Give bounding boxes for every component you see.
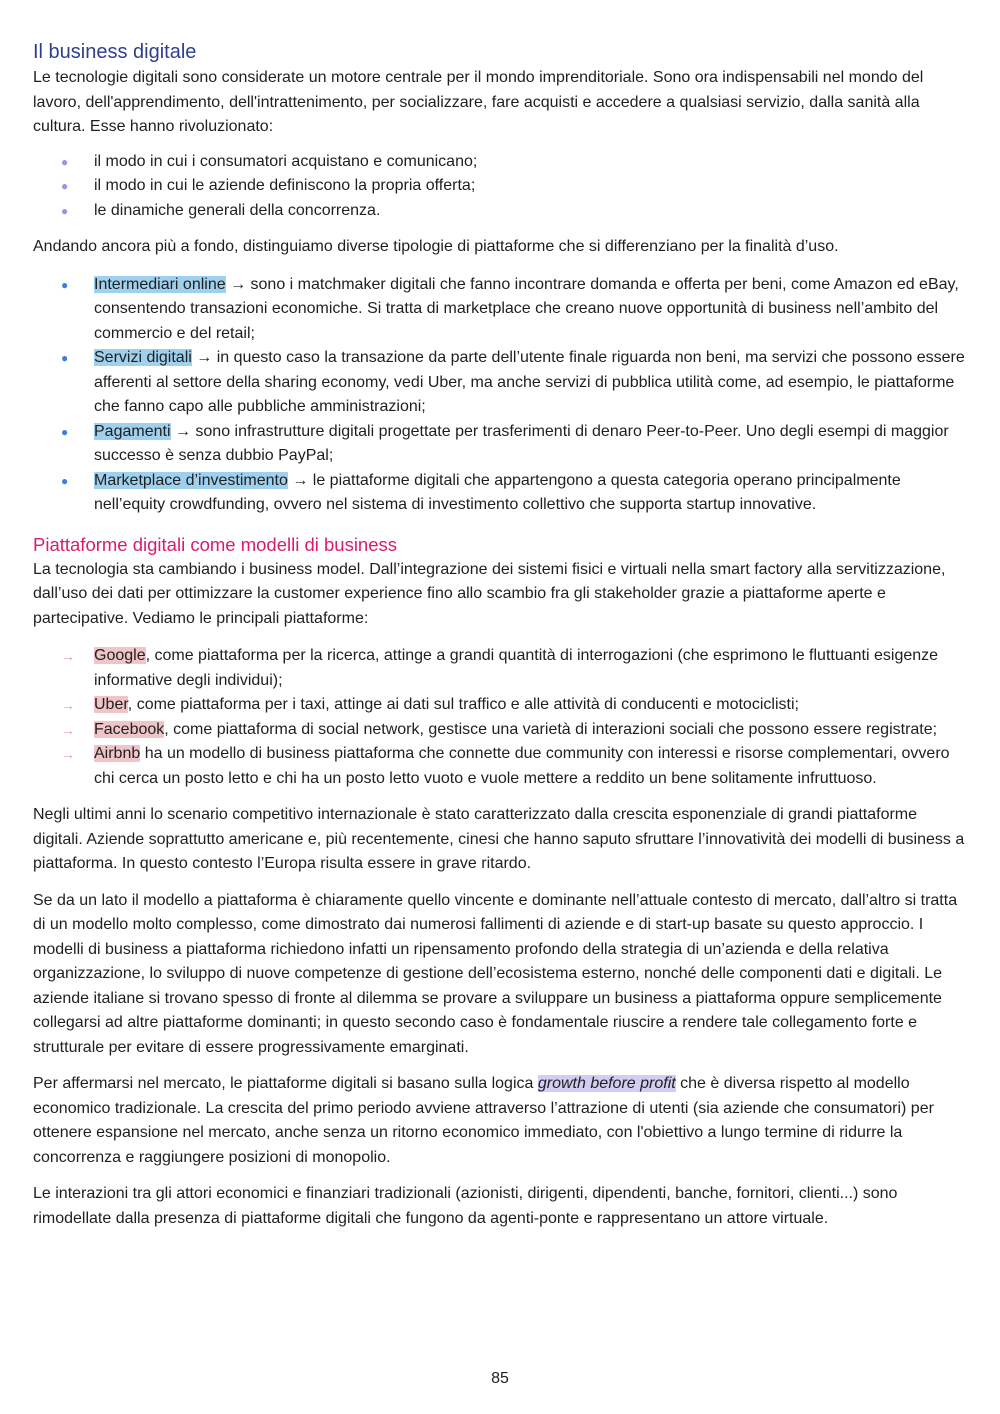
bullet-icon: ● bbox=[61, 154, 69, 169]
highlighted-term: Servizi digitali bbox=[94, 349, 192, 366]
list-item: ● Pagamenti → sono infrastrutture digitali progettate per trasferimenti di denaro Peer-to-Peer. Uno degli esempi di maggior successo è senza dubbio PayPal; bbox=[33, 420, 967, 469]
page-number: 85 bbox=[491, 1370, 509, 1387]
list-item: ● Intermediari online → sono i matchmaker digitali che fanno incontrare domanda e offerta per beni, come Amazon ed eBay, consentendo transazioni economiche. Si tratta di marketplace che creano nuove opportunità di business nell’ambito del commercio e del retail; bbox=[33, 273, 967, 347]
highlighted-term: Google bbox=[94, 647, 146, 664]
types-intro-paragraph: Andando ancora più a fondo, distinguiamo diverse tipologie di piattaforme che si differenziano per la finalità d’uso. bbox=[33, 238, 839, 255]
list-item: → Facebook, come piattaforma di social network, gestisce una varietà di interazioni sociali che possono essere registrate; bbox=[33, 718, 967, 743]
highlighted-term: Airbnb bbox=[94, 745, 141, 762]
model-paragraph: Se da un lato il modello a piattaforma è chiaramente quello vincente e dominante nell’attuale contesto di mercato, dall’altro si tratta di un modello molto complesso, come dimostrato dai numerosi fallimenti di aziende e di start-up basate su questo approccio. I modelli di business a piattaforma richiedono infatti un ripensamento profondo della strategia di un’azienda e della relativa organizzazione, lo sviluppo di nuove competenze di gestione dell’ecosistema esterno, nonché delle componenti dati e digitali. Le aziende italiane si trovano spesso di fronte al dilemma se provare a sviluppare un business a piattaforma oppure semplicemente collegarsi ad altre piattaforme dominanti; in questo secondo caso è fondamentale riuscire a rendere tale collegamento forte e strutturale per evitare di essere progressivamente emarginati. bbox=[33, 891, 958, 1056]
revolution-list bbox=[33, 150, 967, 224]
models-intro-paragraph: La tecnologia sta cambiando i business model. Dall’integrazione dei sistemi fisici e virtuali nella smart factory alla servitizzazione, dall’uso dei dati per ottimizzare la customer experience fino allo scambio fra gli stakeholder grazie a piattaforme aperte e partecipative. Vediamo le principali piattaforme: bbox=[33, 560, 946, 627]
growth-paragraph: Negli ultimi anni lo scenario competitivo internazionale è stato caratterizzato dalla crescita esponenziale di grandi piattaforme digitali. Aziende soprattutto americane e, più recentemente, cinesi che hanno saputo sfruttare l’innovatività dei modelli di business a piattaforma. In questo contesto l’Europa risulta essere in grave ritardo. bbox=[33, 806, 965, 872]
document-page bbox=[33, 38, 967, 1243]
highlighted-term: Intermediari online bbox=[94, 275, 226, 293]
subsection-heading: Piattaforme digitali come modelli di business bbox=[33, 533, 398, 555]
list-item: ● il modo in cui i consumatori acquistano e comunicano; bbox=[33, 150, 967, 175]
highlighted-term: Pagamenti bbox=[94, 422, 171, 440]
bullet-icon: ● bbox=[61, 179, 69, 193]
list-item: → Google, come piattaforma per la ricerca, attinge a grandi quantità di interrogazioni (che esprimono le fluttuanti esigenze informative degli individui); bbox=[33, 644, 967, 693]
bullet-icon: ● bbox=[61, 473, 69, 488]
interactions-paragraph: Le interazioni tra gli attori economici e finanziari tradizionali (azionisti, dirigenti, dipendenti, banche, fornitori, clienti...) sono rimodellate dalla presenza di piattaforme digitali che fungono da agenti-ponte e rappresentano un attore virtuale. bbox=[33, 1185, 898, 1227]
bullet-icon: ● bbox=[61, 424, 69, 439]
list-item: → Airbnb ha un modello di business piattaforma che connette due community con interessi e risorse complementari, ovvero chi cerca un posto letto e chi ha un posto letto vuoto e vuole mettere a reddito un bene solitamente infruttuoso. bbox=[33, 742, 967, 791]
list-item: ● le dinamiche generali della concorrenza. bbox=[33, 199, 967, 224]
highlighted-term: Uber bbox=[94, 696, 128, 713]
platform-types-list bbox=[33, 273, 967, 518]
arrow-right-icon: → bbox=[61, 697, 75, 713]
list-item: ● Marketplace d’investimento → le piattaforme digitali che appartengono a questa categoria operano principalmente nell’equity crowdfunding, ovvero nel sistema di investimento collettivo che supporta startup innovative. bbox=[33, 469, 967, 518]
bullet-icon: ● bbox=[61, 277, 69, 292]
section-heading: Il business digitale bbox=[33, 41, 197, 63]
list-item: ● Servizi digitali → in questo caso la transazione da parte dell’utente finale riguarda non beni, ma servizi che possono essere afferenti al settore della sharing economy, vedi Uber, ma anche servizi di pubblica utilità come, ad esempio, le piattaforme che fanno capo alle pubbliche amministrazioni; bbox=[33, 346, 967, 420]
highlighted-term: Facebook bbox=[94, 720, 165, 738]
arrow-right-icon: → bbox=[61, 721, 75, 738]
bullet-icon: ● bbox=[61, 203, 69, 218]
main-platforms-list bbox=[33, 644, 967, 791]
intro-paragraph: Le tecnologie digitali sono considerate un motore centrale per il mondo imprenditoriale. Sono ora indispensabili nel mondo del lavoro, dell'apprendimento, dell'intrattenimento, per socializzare, fare acquisti e accedere a qualsiasi servizio, dalla sanità alla cultura. Esse hanno rivoluzionato: bbox=[33, 69, 924, 135]
list-item: → Uber, come piattaforma per i taxi, attinge ai dati sul traffico e alle attività di conducenti e motociclisti; bbox=[33, 693, 967, 718]
list-item: ● il modo in cui le aziende definiscono la propria offerta; bbox=[33, 174, 967, 199]
logic-paragraph: Per affermarsi nel mercato, le piattaforme digitali si basano sulla logica growth before profit che è diversa rispetto al modello economico tradizionale. La crescita del primo periodo avviene attraverso l’attrazione di utenti (sia aziende che consumatori) per ottenere espansione nel mercato, anche senza un ritorno economico immediato, con l'obiettivo a lungo termine di ridurre la concorrenza e raggiungere posizioni di monopolio. bbox=[33, 1075, 934, 1166]
highlighted-term: Marketplace d’investimento bbox=[94, 471, 288, 489]
arrow-right-icon: → bbox=[61, 746, 75, 762]
arrow-right-icon: → bbox=[61, 648, 75, 664]
bullet-icon: ● bbox=[61, 351, 69, 365]
highlighted-term: growth before profit bbox=[537, 1075, 676, 1092]
